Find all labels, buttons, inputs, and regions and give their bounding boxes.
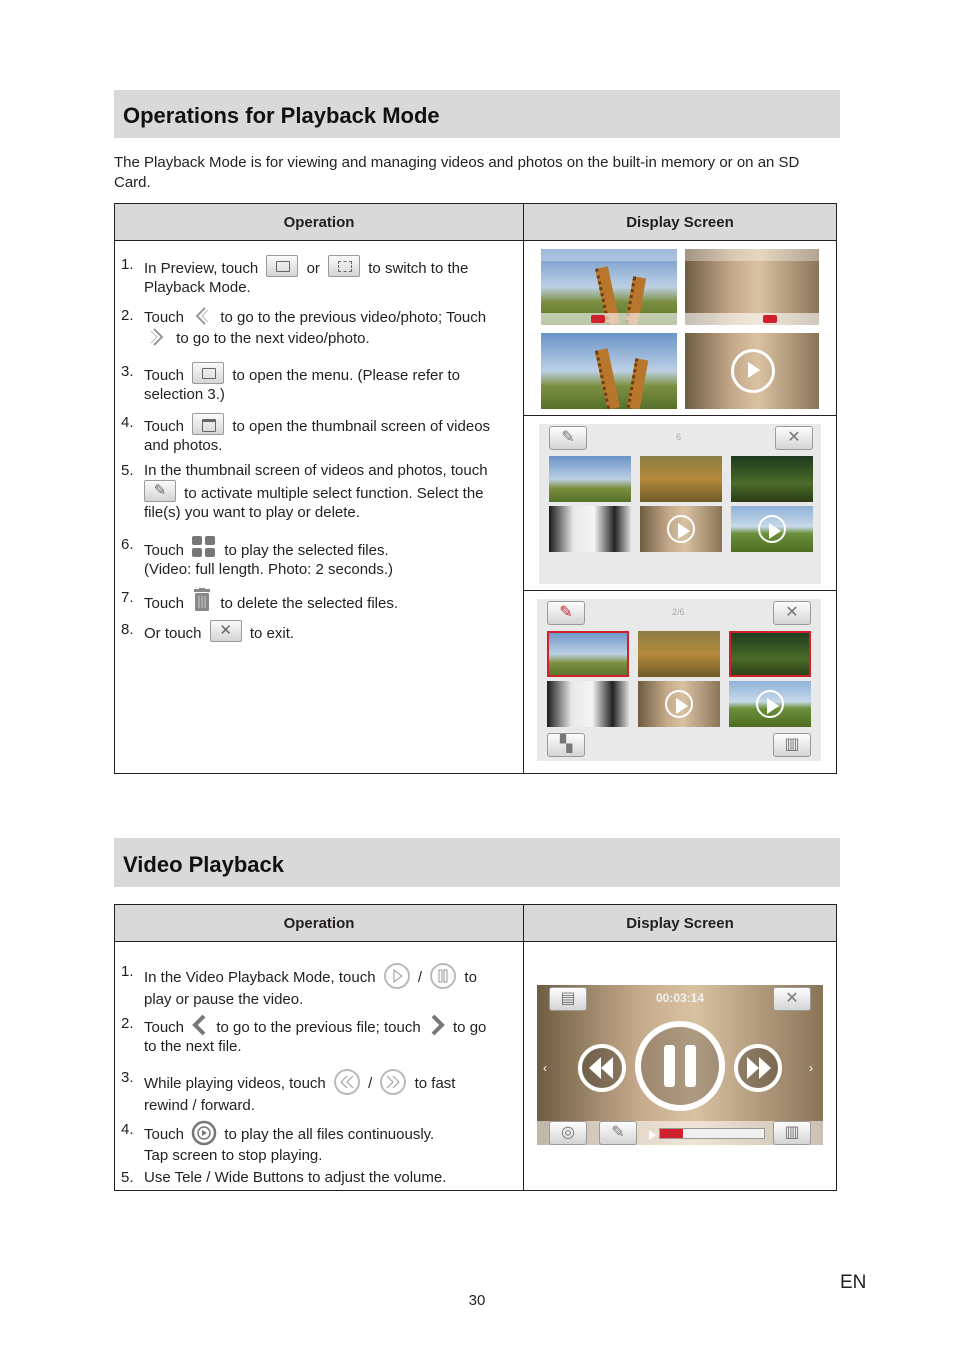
trash-icon[interactable]: ▥	[773, 1121, 811, 1145]
photo-playback-icon	[328, 255, 360, 277]
multi-select-pencil-icon[interactable]: ✎	[549, 426, 587, 450]
preview-giraffes-screen	[541, 249, 677, 325]
column-header-operation: Operation	[115, 204, 524, 241]
thumbnail-monkey[interactable]	[731, 456, 813, 502]
file-count: 6	[676, 432, 682, 442]
pause-icon	[429, 962, 457, 990]
video-steps-list: 1. In the Video Playback Mode, touch / to play or pause the video. 2. Touch to go to the previous file; touch to go to the next file. 3. While playing videos, touch / to fast rewind / forward. 4. Touch to play the all files continuously. Tap screen to stop playing. 5. Use Tele / Wide Buttons to adjust the volume.	[121, 963, 487, 1186]
multi-select-pencil-active-icon[interactable]: ✎	[547, 601, 585, 625]
fast-forward-icon	[379, 1068, 407, 1096]
video-playback-screen	[537, 985, 823, 1145]
thumbnail-pandas[interactable]	[549, 506, 631, 552]
close-icon[interactable]: ✕	[775, 426, 813, 450]
thumbnail-elephant-video[interactable]	[731, 506, 813, 552]
page-number: 30	[468, 1292, 486, 1309]
column-header-display: Display Screen	[524, 204, 837, 241]
close-icon[interactable]: ✕	[773, 987, 811, 1011]
thumbnail-leopard[interactable]	[638, 631, 720, 677]
thumbnail-elephant-video[interactable]	[729, 681, 811, 727]
play-icon	[383, 962, 411, 990]
display-screen-video-playback	[524, 942, 836, 1190]
display-screen-multi-select	[524, 591, 836, 773]
fast-forward-icon[interactable]	[733, 1043, 783, 1093]
close-icon[interactable]: ✕	[773, 601, 811, 625]
thumbnail-giraffes-selected[interactable]	[547, 631, 629, 677]
intro-paragraph: The Playback Mode is for viewing and managing videos and photos on the built-in memory or on an SD Card.	[114, 154, 800, 191]
play-icon[interactable]	[731, 349, 775, 393]
edit-pencil-icon: ✎	[144, 480, 176, 502]
progress-bar[interactable]	[659, 1128, 765, 1139]
thumbnail-leopard[interactable]	[640, 456, 722, 502]
progress-play-icon	[649, 1130, 656, 1140]
thumbnail-panel	[539, 424, 821, 584]
previous-file-icon	[191, 1014, 209, 1036]
play-selected-icon[interactable]: ▚	[547, 733, 585, 757]
timecode: 00:03:14	[655, 991, 705, 1005]
display-screen-playback-preview	[524, 241, 836, 415]
progress-fill	[660, 1129, 683, 1138]
section-header-playback-mode	[114, 90, 840, 138]
thumbnail-monkey-selected[interactable]	[729, 631, 811, 677]
pause-icon[interactable]	[633, 1019, 727, 1113]
menu-icon	[192, 362, 224, 384]
multi-select-panel	[537, 599, 821, 761]
edit-pencil-icon[interactable]: ✎	[599, 1121, 637, 1145]
slideshow-icon	[191, 1120, 217, 1146]
rewind-icon	[333, 1068, 361, 1096]
playback-video-meerkats	[685, 333, 819, 409]
rewind-icon[interactable]	[577, 1043, 627, 1093]
playback-mode-icon	[266, 255, 298, 277]
steps-list: 1. In Preview, touch or to switch to the Playback Mode. 2. Touch to go to the previous video/photo; Touch to go to the next video/photo. 3. Touch to open the menu. (Please refer to selection 3.) 4. Touch to open the thumbnail screen of videos and photos. 5. In the thumbnail screen of videos and photos, touch ✎ to activate multiple select function. Select the file(s) you want to play or delete. 6. Touch to play the selected files. (Video: full length. Photo: 2 seconds.) 7. Touch to delete the selected files. 8. Or touch ✕ to exit.	[121, 256, 491, 642]
section-title: Operations for Playback Mode	[123, 103, 440, 128]
thumbnail-icon	[192, 413, 224, 435]
section-title: Video Playback	[123, 852, 285, 877]
thumbnail-pandas[interactable]	[547, 681, 629, 727]
thumbnail-giraffes[interactable]	[549, 456, 631, 502]
thumbnail-meerkats-video[interactable]	[638, 681, 720, 727]
selected-count: 2/6	[672, 607, 685, 617]
preview-meerkats-screen	[685, 249, 819, 325]
thumbnail-icon[interactable]: ▤	[549, 987, 587, 1011]
trash-icon	[191, 588, 213, 612]
trash-icon[interactable]: ▥	[773, 733, 811, 757]
video-play-icon	[667, 515, 695, 543]
previous-arrow-icon	[191, 306, 213, 326]
section-header-video-playback	[114, 838, 840, 887]
language-label: EN	[840, 1272, 867, 1293]
video-play-icon	[756, 690, 784, 718]
previous-file-icon[interactable]: ‹	[543, 1061, 547, 1075]
column-header-display: Display Screen	[524, 905, 837, 942]
next-file-icon	[428, 1014, 446, 1036]
display-screen-thumbnails	[524, 416, 836, 590]
play-selected-icon	[191, 535, 217, 559]
column-header-operation: Operation	[115, 905, 524, 942]
thumbnail-meerkats-video[interactable]	[640, 506, 722, 552]
slideshow-icon[interactable]: ◎	[549, 1121, 587, 1145]
next-file-icon[interactable]: ›	[809, 1061, 813, 1075]
exit-close-icon: ✕	[210, 620, 242, 642]
video-playback-table	[114, 904, 837, 1191]
video-play-icon	[665, 690, 693, 718]
playback-photo-giraffes	[541, 333, 677, 409]
next-arrow-icon	[147, 327, 169, 347]
video-play-icon	[758, 515, 786, 543]
playback-operations-table	[114, 203, 837, 774]
